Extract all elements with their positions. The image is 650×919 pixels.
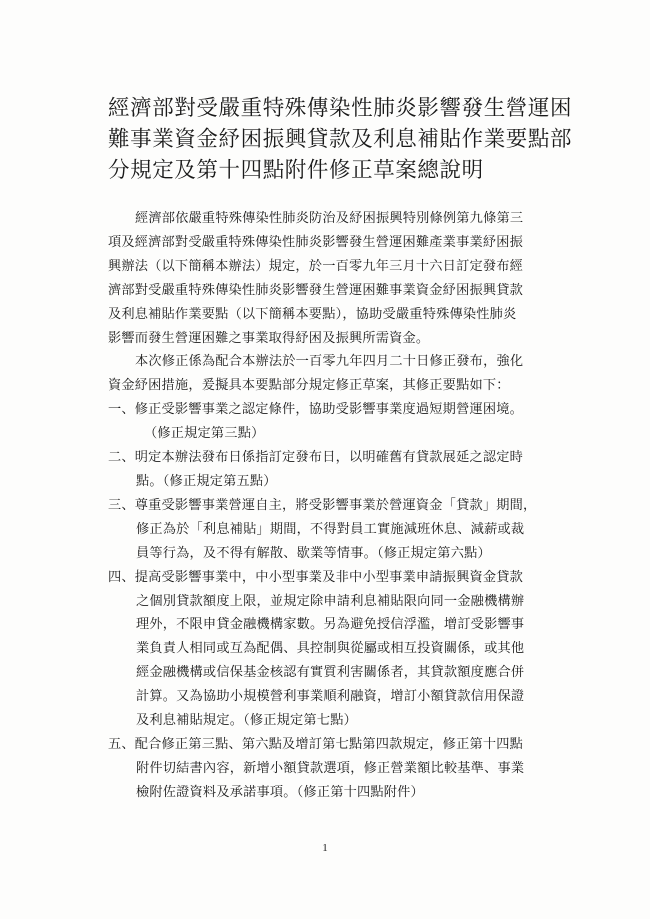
text-line: 二、明定本辦法發布日係指訂定發布日，以明確舊有貸款展延之認定時 (108, 450, 524, 466)
text-line: 項及經濟部對受嚴重特殊傳染性肺炎影響發生營運困難產業事業紓困振 (108, 234, 524, 250)
title-line: 難事業資金紓困振興貸款及利息補貼作業要點部 (108, 127, 573, 152)
amendment-item-2 (108, 446, 578, 494)
text-line: 五、配合修正第三點、第六點及增訂第七點第四款規定，修正第十四點 (108, 736, 524, 752)
text-line: 修正為於「利息補貼」期間，不得對員工實施減班休息、減薪或裁 (136, 521, 525, 537)
title-line: 經濟部對受嚴重特殊傳染性肺炎影響發生營運困 (108, 96, 573, 121)
text-line: 資金紓困措施，爰擬具本要點部分規定修正草案，其修正要點如下： (108, 378, 510, 394)
page-number: 1 (322, 842, 328, 854)
text-line: 點。（修正規定第五點） (136, 473, 277, 489)
text-line: 濟部對受嚴重特殊傳染性肺炎影響發生營運困難事業資金紓困振興貸款 (108, 282, 524, 298)
text-line: 附件切結書內容，新增小額貸款選項，修正營業額比較基準、事業 (136, 760, 525, 776)
text-line: 檢附佐證資料及承諾事項。（修正第十四點附件） (136, 784, 424, 800)
amendment-item-1 (108, 398, 578, 446)
text-line: 計算。又為協助小規模營利事業順利融資，增訂小額貸款信用保證 (136, 689, 525, 705)
text-line: 興辦法（以下簡稱本辦法）規定，於一百零九年三月十六日訂定發布經 (108, 258, 524, 274)
amendment-item-4 (108, 566, 578, 733)
text-line: 一、修正受影響事業之認定條件，協助受影響事業度過短期營運困境。 (108, 402, 524, 418)
text-line: 經金融機構或信保基金核認有實質利害關係者，其貸款額度應合併 (136, 665, 525, 681)
purpose-paragraph (108, 350, 578, 398)
amendment-item-3 (108, 494, 578, 566)
document-title (108, 93, 578, 186)
text-line: 及利息補貼作業要點（以下簡稱本要點），協助受嚴重特殊傳染性肺炎 (108, 306, 517, 322)
title-line: 分規定及第十四點附件修正草案總說明 (108, 158, 484, 183)
text-line: 本次修正係為配合本辦法於一百零九年四月二十日修正發布，強化 (135, 354, 524, 370)
document-body (108, 207, 578, 805)
text-line: 理外，不限申貸金融機構家數。另為避免授信浮濫，增訂受影響事 (136, 617, 525, 633)
text-line: 四、提高受影響事業中，中小型事業及非中小型事業申請振興資金貸款 (108, 569, 524, 585)
text-line: （修正規定第三點） (144, 426, 265, 442)
amendment-item-5 (108, 733, 578, 805)
text-line: 之個別貸款額度上限，並規定除申請利息補貼限向同一金融機構辦 (136, 593, 525, 609)
text-line: 影響而發生營運困難之事業取得紓困及振興所需資金。 (108, 330, 430, 346)
text-line: 及利息補貼規定。（修正規定第七點） (136, 713, 357, 729)
text-line: 員等行為，及不得有解散、歇業等情事。（修正規定第六點） (136, 545, 491, 561)
text-line: 三、尊重受影響事業營運自主，將受影響事業於營運資金「貸款」期間， (108, 497, 537, 513)
text-line: 業負責人相同或互為配偶、具控制與從屬或相互投資關係，或其他 (136, 641, 525, 657)
text-line: 經濟部依嚴重特殊傳染性肺炎防治及紓困振興特別條例第九條第三 (135, 211, 524, 226)
intro-paragraph (108, 207, 578, 350)
